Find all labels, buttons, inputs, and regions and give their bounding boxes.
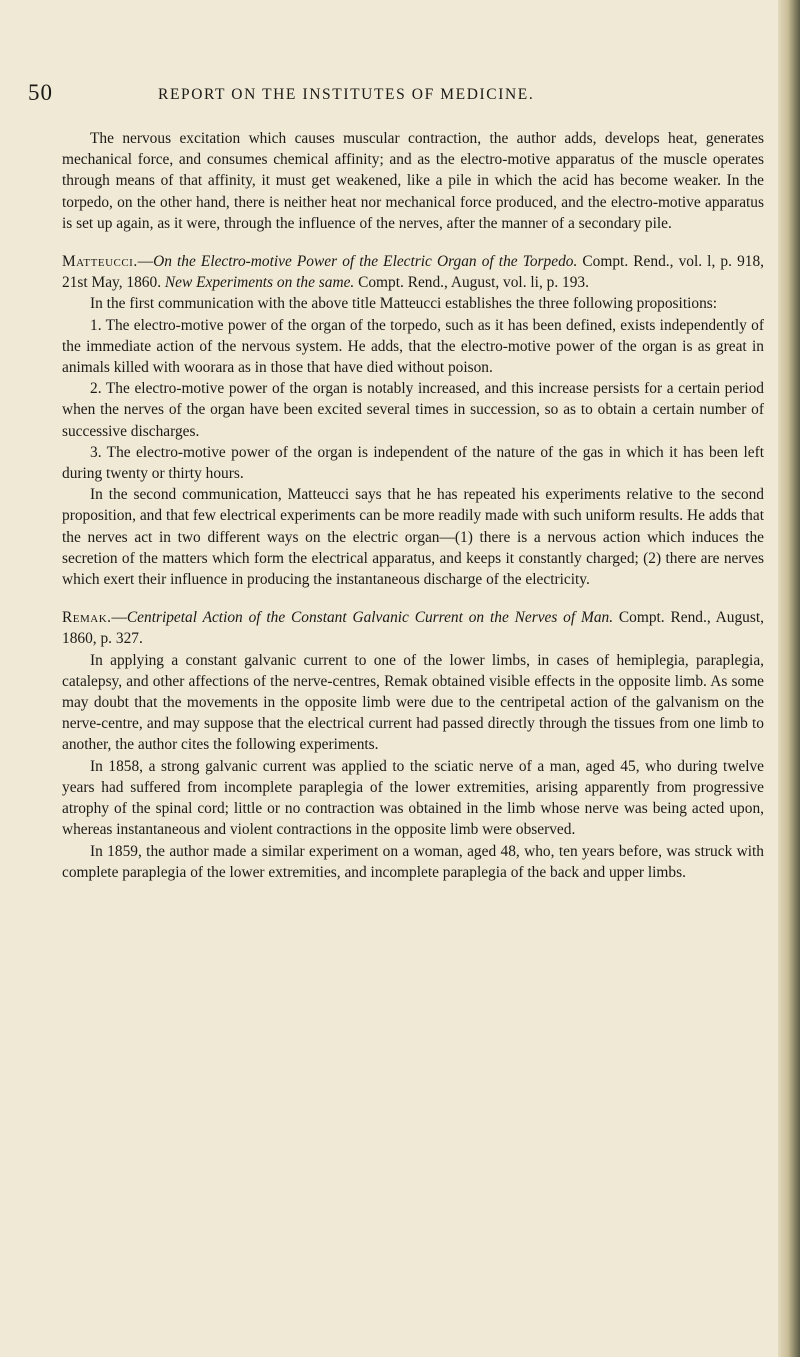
- paragraph-torpedo-heat: The nervous excitation which causes muscular contraction, the author adds, develops heat, generates mechanical force, and consumes chemical affinity; and as the electro-motive apparatus of the muscle operates through means of that affinity, it must get weakened, like a pile in which the acid has become weaker. In the torpedo, on the other hand, there is neither heat nor mechanical force produced, and the electro-motive apparatus is set up again, as it were, through the influence of the nerves, after the manner of a secondary pile.: [62, 130, 764, 232]
- running-head: REPORT ON THE INSTITUTES OF MEDICINE.: [158, 86, 535, 103]
- remak-citation: [62, 607, 764, 649]
- author-matteucci: Matteucci.: [62, 253, 138, 271]
- paragraph-matteucci-intro: In the first communication with the above title Matteucci establishes the three following propositions:: [90, 295, 718, 313]
- author-remak: Remak.: [62, 609, 112, 627]
- citation-ref: Compt. Rend., August, 1860, p. 327.: [62, 609, 764, 648]
- matteucci-citation: [62, 251, 764, 293]
- citation-ref: Compt. Rend., August, vol. li, p. 193.: [354, 274, 589, 292]
- citation-dash: —: [111, 609, 127, 627]
- paragraph-second-communication: In the second communication, Matteucci says that he has repeated his experiments relative to the second proposition, and that few electrical experiments can be more readily made with such uniform results. He adds that the nerves act in two different ways on the electric organ—(1) there is a nervous action which induces the secretion of the matters which form the electrical apparatus, and keeps it constantly charged; (2) there are nerves which exert their influence in producing the instantaneous discharge of the electricity.: [62, 486, 764, 589]
- proposition-1: 1. The electro-motive power of the organ of the torpedo, such as it has been defined, exists independently of the immediate action of the nervous system. He adds, that the electro-motive power of the organ is as great in animals killed with woorara as in those that have died without poison.: [62, 316, 764, 377]
- page-number: 50: [28, 80, 53, 105]
- citation-title: On the Electro-motive Power of the Electric Organ of the Torpedo.: [153, 253, 578, 271]
- proposition-2: 2. The electro-motive power of the organ is notably increased, and this increase persists for a certain period when the nerves of the organ have been excited several times in succession, so as to obtain a certain number of successive discharges.: [62, 380, 764, 440]
- paragraph-remak-1859: In 1859, the author made a similar experiment on a woman, aged 48, who, ten years before, was struck with complete paraplegia of the lower extremities, and incomplete paraplegia of the back and upper limbs.: [62, 842, 764, 881]
- proposition-3: 3. The electro-motive power of the organ is independent of the nature of the gas in which it has been left during twenty or thirty hours.: [62, 443, 764, 483]
- page-header: [28, 80, 768, 110]
- citation-title: New Experiments on the same.: [164, 274, 355, 292]
- paragraph-remak-1: In applying a constant galvanic current to one of the lower limbs, in cases of hemiplegia, paraplegia, catalepsy, and other affections of the nerve-centres, Remak obtained visible effects in the opposite limb. As some may doubt that the movements in the opposite limb were due to the centripetal action of the galvanism on the nerve-centre, and may suppose that the electrical current had passed directly through the tissues from one limb to another, the author cites the following experiments.: [62, 651, 764, 754]
- paragraph-remak-1858: In 1858, a strong galvanic current was applied to the sciatic nerve of a man, aged 45, who during twelve years had suffered from incomplete paraplegia of the lower extremities, arising apparently from progressive atrophy of the spinal cord; little or no contraction was obtained in the limb whose nerve was being acted upon, whereas instantaneous and violent contractions in the opposite limb were observed.: [62, 757, 764, 839]
- page-edge-shadow: [778, 0, 800, 1357]
- body-text: [62, 128, 764, 883]
- citation-title: Centripetal Action of the Constant Galvanic Current on the Nerves of Man.: [126, 609, 614, 627]
- citation-ref: Compt. Rend., vol. l, p. 918, 21st May, 1860.: [62, 253, 764, 292]
- citation-dash: —: [137, 253, 154, 271]
